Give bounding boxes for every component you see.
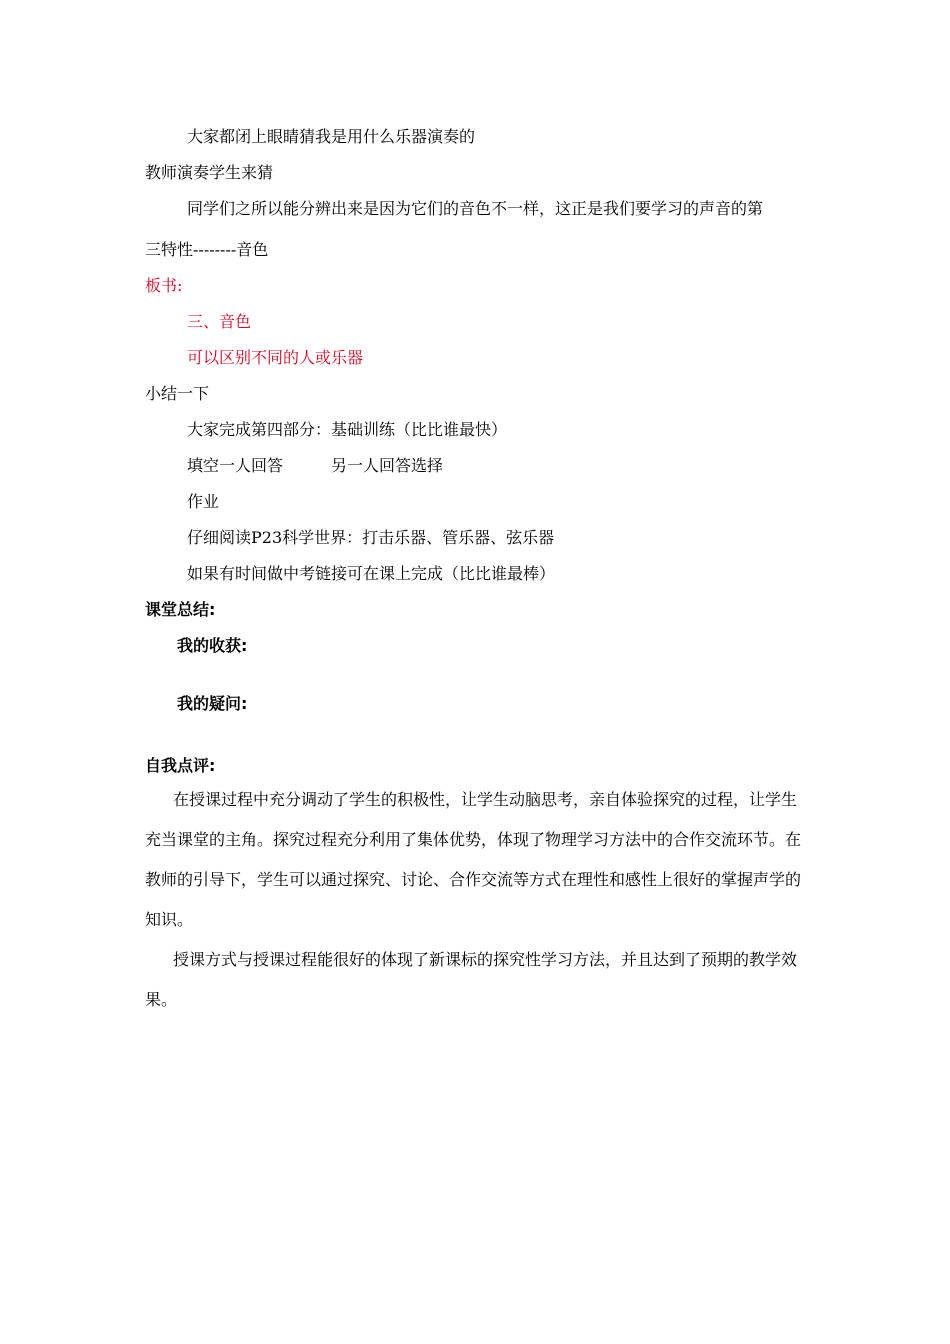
- section-heading: 课堂总结:: [145, 600, 216, 619]
- board-item: 可以区别不同的人或乐器: [187, 348, 364, 367]
- text-line: 小结一下: [145, 384, 210, 403]
- text-line: 同学们之所以能分辨出来是因为它们的音色不一样，这正是我们要学习的声音的第: [187, 199, 764, 218]
- section-heading: 自我点评:: [145, 756, 216, 775]
- text-line: 仔细阅读P23科学世界：打击乐器、管乐器、弦乐器: [187, 528, 555, 547]
- text-line: 大家完成第四部分：基础训练（比比谁最快）: [187, 420, 508, 439]
- text-line: 另一人回答选择: [331, 456, 444, 475]
- text-line: 如果有时间做中考链接可在课上完成（比比谁最棒）: [187, 564, 556, 583]
- text-line: 填空一人回答: [187, 456, 284, 475]
- review-paragraph: 授课方式与授课过程能很好的体现了新课标的探究性学习方法，并且达到了预期的教学效果。: [145, 950, 798, 1009]
- review-paragraph: 在授课过程中充分调动了学生的积极性，让学生动脑思考，亲自体验探究的过程，让学生充当课堂的主角。探究过程充分利用了集体优势，体现了物理学习方法中的合作交流环节。在教师的引导下，学生可以通过探究、讨论、合作交流等方式在理性和感性上很好的掌握声学的知识。: [145, 790, 802, 929]
- section-subheading: 我的疑问:: [177, 694, 248, 713]
- text-line: 作业: [187, 492, 220, 511]
- text-line: 大家都闭上眼睛猜我是用什么乐器演奏的: [187, 127, 476, 146]
- text-line: 教师演奏学生来猜: [145, 163, 274, 182]
- board-item: 三、音色: [187, 312, 252, 331]
- text-line: 三特性--------音色: [145, 240, 269, 259]
- board-label: 板书:: [145, 276, 183, 295]
- section-subheading: 我的收获:: [177, 636, 248, 655]
